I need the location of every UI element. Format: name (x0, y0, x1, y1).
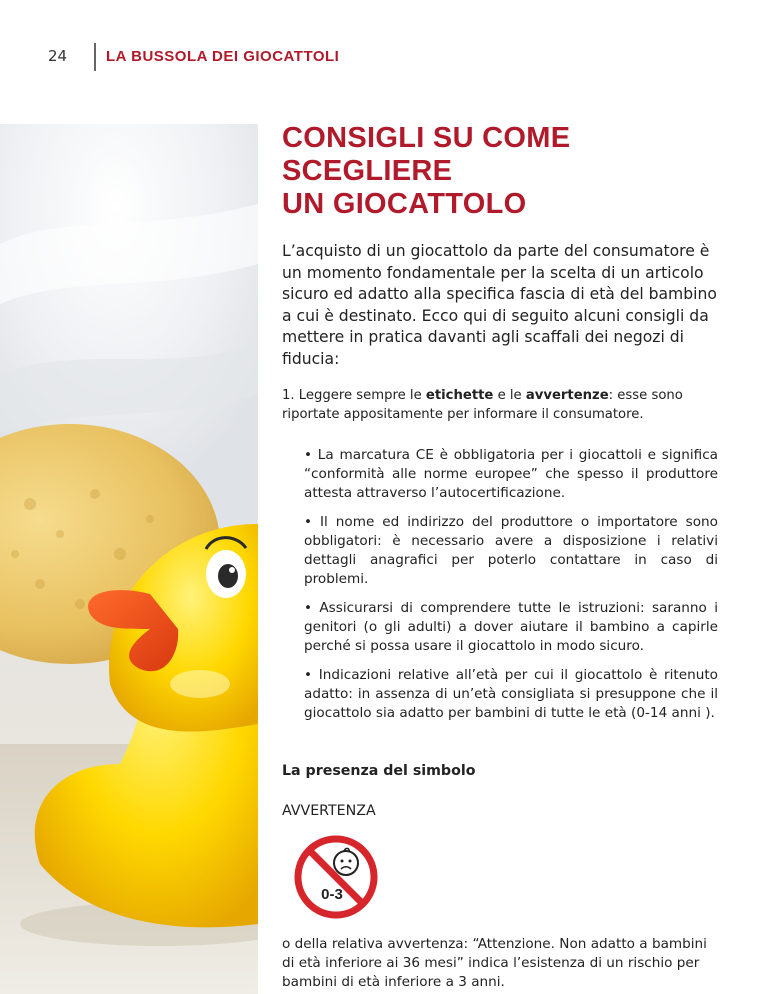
page-title-line1: CONSIGLI SU COME SCEGLIERE (282, 122, 571, 187)
tip-1 (282, 386, 718, 424)
page-header (0, 40, 768, 76)
bullet-list (304, 446, 718, 723)
age-range-label: 0-3 (321, 886, 343, 903)
tip-1-middle: e le (493, 388, 526, 403)
tip-1-bold-etichette: etichette (425, 388, 494, 403)
header-divider (94, 43, 96, 71)
symbol-heading: La presenza del simbolo (282, 763, 476, 779)
age-warning-symbol (294, 835, 378, 919)
page-title-line2: UN GIOCATTOLO (282, 188, 527, 220)
bullet-producer-address: • Il nome ed indirizzo del produttore o importatore sono obbligatori: è necessario avere a disposizione i relativi dettagli anagrafici per poterlo contattare in caso di problemi. (304, 514, 718, 587)
rubber-duck-photo (0, 124, 258, 994)
page-title (282, 122, 718, 221)
intro-paragraph: L’acquisto di un giocattolo da parte del consumatore è un momento fondamentale per la scelta di un articolo sicuro ed adatto alla specifica fascia di età del bambino a cui è destinato. Ecco qui di seguito alcuni consigli da mettere in pratica davanti agli scaffali dei negozi di fiducia: (282, 242, 717, 368)
bullet-age-indication: • Indicazioni relative all’età per cui il giocattolo è ritenuto adatto: in assenza di un’età consigliata si presuppone che il giocattolo sia adatto per bambini di tutte le età (0-14 anni ). (304, 667, 718, 721)
tip-1-bold-avvertenze: avvertenze (525, 388, 609, 403)
rubber-duck-illustration (0, 124, 258, 994)
closing-paragraph: o della relativa avvertenza: “Attenzione. Non adatto a bambini di età inferiore ai 36 mesi” indica l’esistenza di un rischio per bambini di età inferiore a 3 anni. (282, 936, 707, 990)
main-content (282, 122, 718, 992)
tip-1-suffix: : esse sono riportate appositamente per informare il consumatore. (282, 388, 683, 422)
tip-1-prefix: 1. Leggere sempre le (282, 388, 426, 403)
bullet-ce-marking: • La marcatura CE è obbligatoria per i giocattoli e significa “conformità alle norme europee” che spesso il produttore attesta attraverso l’autocertificazione. (304, 447, 718, 501)
warning-label: AVVERTENZA (282, 803, 376, 819)
bullet-instructions: • Assicurarsi di comprendere tutte le istruzioni: saranno i genitori (o gli adulti) a dover aiutare il bambino a capirle perché si possa usare il giocattolo in modo sicuro. (304, 600, 718, 654)
section-title: LA BUSSOLA DEI GIOCATTOLI (106, 48, 340, 65)
no-under-3-icon (294, 835, 378, 919)
page-number: 24 (48, 47, 68, 65)
